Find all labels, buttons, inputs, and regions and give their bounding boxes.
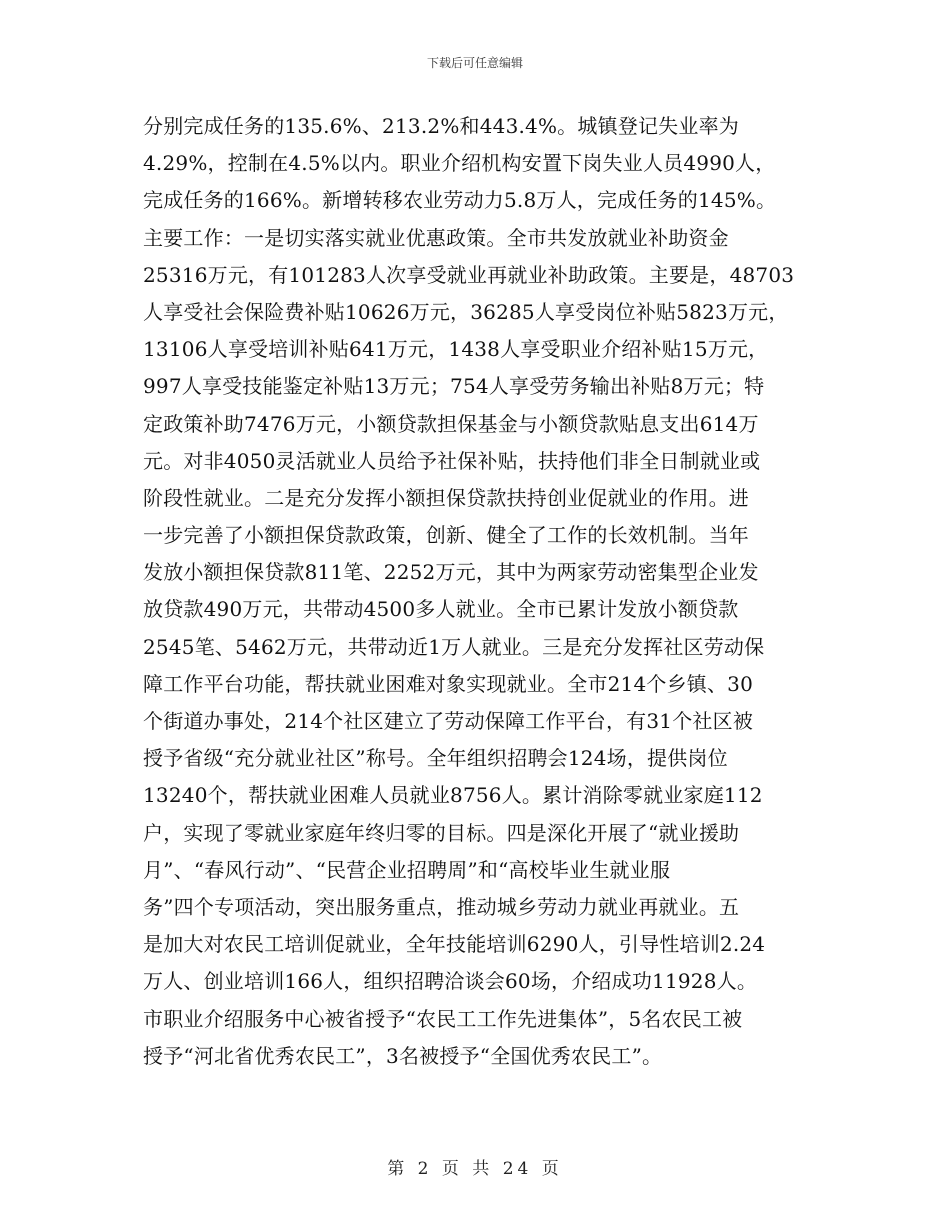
text-line: 13240个，帮扶就业困难人员就业8756人。累计消除零就业家庭112: [143, 783, 763, 808]
text-line: 13106人享受培训补贴641万元，1438人享受职业介绍补贴15万元，: [143, 337, 769, 362]
text-line: 完成任务的166%。新增转移农业劳动力5.8万人，完成任务的145%。: [143, 188, 777, 213]
text-line: 人享受社会保险费补贴10626万元，36285人享受岗位补贴5823万元，: [143, 299, 789, 324]
body-text: [143, 108, 811, 1075]
text-line: 元。对非4050灵活就业人员给予社保补贴，扶持他们非全日制就业或: [143, 448, 761, 473]
text-line: 个街道办事处，214个社区建立了劳动保障工作平台，有31个社区被: [143, 709, 754, 733]
text-line: 25316万元，有101283人次享受就业再就业补助政策。主要是，48703: [143, 262, 795, 287]
text-line: 定政策补助7476万元，小额贷款担保基金与小额贷款贴息支出614万: [143, 411, 759, 436]
text-line: 障工作平台功能，帮扶就业困难对象实现就业。全市214个乡镇、30: [143, 671, 754, 696]
text-line: 发放小额担保贷款811笔、2252万元，其中为两家劳动密集型企业发: [143, 560, 759, 585]
text-line: 万人、创业培训166人，组织招聘洽谈会60场，介绍成功11928人。: [143, 969, 758, 994]
text-line: 4.29%，控制在4.5%以内。职业介绍机构安置下岗失业人员4990人，: [143, 151, 776, 176]
text-line: 市职业介绍服务中心被省授予“农民工工作先进集体”，5名农民工被: [143, 1006, 743, 1031]
text-line: 授予“河北省优秀农民工”，3名被授予“全国优秀农民工”。: [143, 1043, 663, 1068]
page-number-footer: 第 2 页 共 24 页: [387, 1159, 563, 1179]
text-line: 主要工作：一是切实落实就业优惠政策。全市共发放就业补助资金: [143, 225, 729, 250]
text-line: 分别完成任务的135.6%、213.2%和443.4%。城镇登记失业率为: [143, 114, 739, 138]
text-line: 2545笔、5462万元，共带动近1万人就业。三是充分发挥社区劳动保: [143, 634, 765, 659]
text-line: 月”、“春风行动”、“民营企业招聘周”和“高校毕业生就业服: [143, 857, 671, 882]
text-line: 997人享受技能鉴定补贴13万元；754人享受劳务输出补贴8万元；特: [143, 374, 765, 399]
text-line: 一步完善了小额担保贷款政策，创新、健全了工作的长效机制。当年: [143, 523, 749, 548]
text-line: 务”四个专项活动，突出服务重点，推动城乡劳动力就业再就业。五: [143, 894, 740, 919]
text-line: 阶段性就业。二是充分发挥小额担保贷款扶持创业促就业的作用。进: [143, 485, 749, 510]
page-header: 下载后可任意编辑: [426, 56, 523, 70]
text-line: 户，实现了零就业家庭年终归零的目标。四是深化开展了“就业援助: [143, 820, 740, 845]
text-line: 是加大对农民工培训促就业，全年技能培训6290人，引导性培训2.24: [143, 932, 766, 957]
text-line: 授予省级“充分就业社区”称号。全年组织招聘会124场，提供岗位: [143, 746, 728, 771]
text-line: 放贷款490万元，共带动4500多人就业。全市已累计发放小额贷款: [143, 597, 739, 622]
